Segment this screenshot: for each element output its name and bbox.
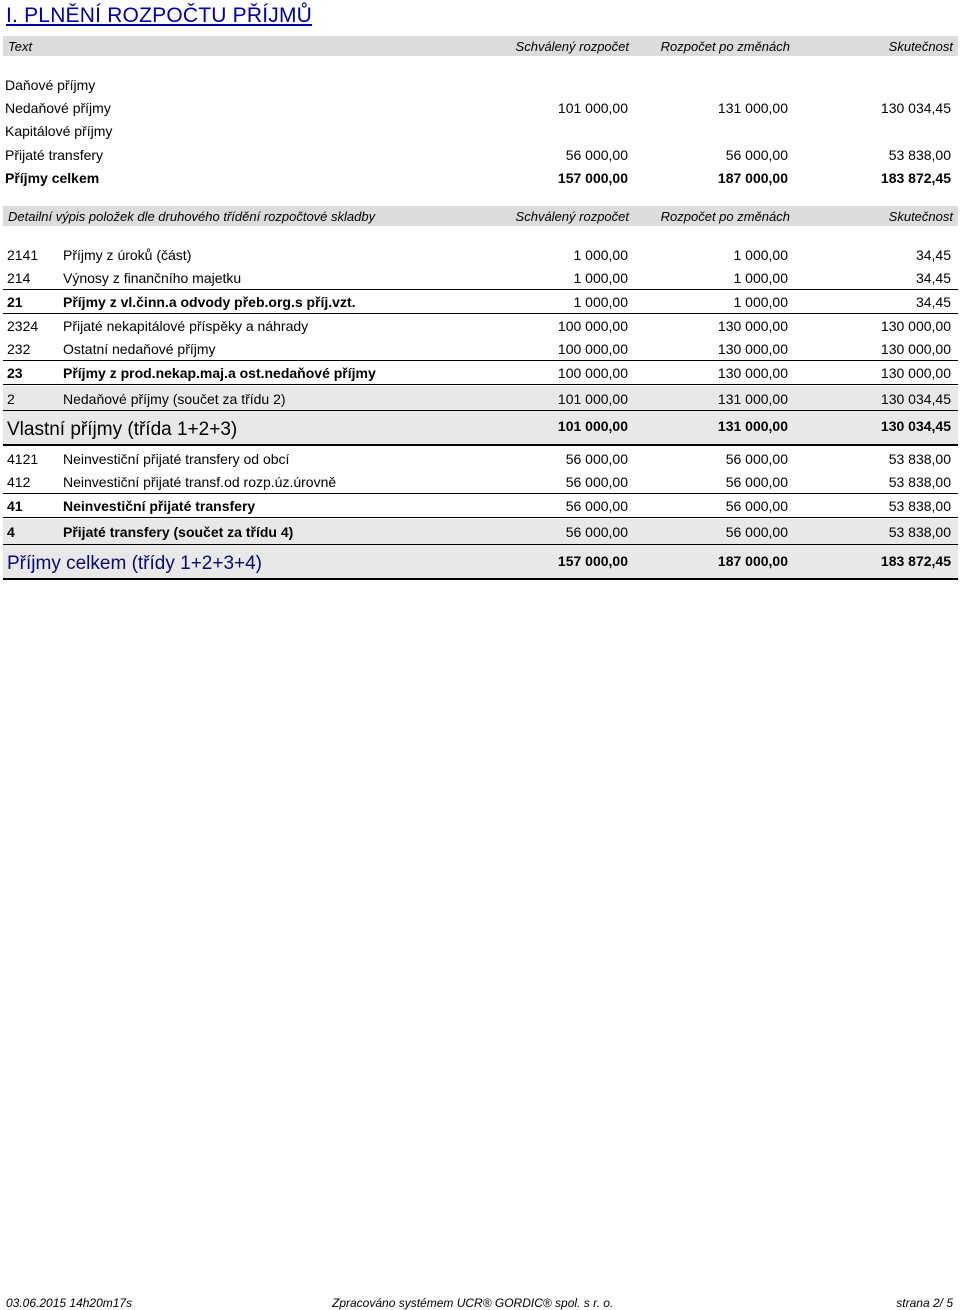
row-label: Vlastní příjmy (třída 1+2+3) [7, 419, 238, 440]
row-label: Příjmy z prod.nekap.maj.a ost.nedaňové příjmy [63, 365, 376, 381]
value-after-changes: 131 000,00 [717, 100, 788, 116]
value-actual: 53 838,00 [888, 451, 951, 467]
value-approved: 100 000,00 [557, 341, 628, 357]
value-approved: 100 000,00 [557, 318, 628, 334]
value-approved: 101 000,00 [557, 100, 628, 116]
summary-row [3, 145, 958, 166]
grand-total-row [3, 545, 958, 580]
detail-row [3, 268, 958, 290]
row-label: Nedaňové příjmy (součet za třídu 2) [63, 391, 286, 407]
value-actual: 130 000,00 [880, 341, 951, 357]
value-after-changes: 1 000,00 [733, 294, 788, 310]
value-approved: 1 000,00 [573, 247, 628, 263]
header-approved: Schválený rozpočet [515, 209, 629, 224]
value-actual: 130 034,45 [880, 100, 951, 116]
row-code: 21 [7, 294, 23, 310]
row-code: 2141 [7, 247, 39, 263]
row-label: Nedaňové příjmy [5, 100, 111, 116]
row-label: Daňové příjmy [5, 77, 96, 93]
value-approved: 157 000,00 [557, 553, 628, 569]
row-label: Přijaté nekapitálové příspěky a náhrady [63, 318, 309, 334]
row-label: Přijaté transfery (součet za třídu 4) [63, 524, 294, 540]
row-code: 412 [7, 474, 31, 490]
value-approved: 56 000,00 [565, 474, 628, 490]
value-after-changes: 130 000,00 [717, 341, 788, 357]
value-after-changes: 131 000,00 [717, 418, 788, 434]
summary-row [3, 98, 958, 119]
row-label: Výnosy z finančního majetku [63, 270, 242, 286]
value-after-changes: 187 000,00 [717, 170, 788, 186]
value-actual: 53 838,00 [888, 524, 951, 540]
detail-subtotal-row [3, 496, 958, 518]
value-after-changes: 130 000,00 [717, 318, 788, 334]
value-approved: 56 000,00 [565, 147, 628, 163]
detail-row [3, 449, 958, 470]
row-label: Příjmy z úroků (část) [63, 247, 192, 263]
value-actual: 183 872,45 [880, 170, 951, 186]
value-approved: 56 000,00 [565, 451, 628, 467]
value-actual: 34,45 [915, 294, 951, 310]
header-actual: Skutečnost [888, 209, 953, 224]
row-label: Příjmy celkem [5, 170, 100, 186]
row-code: 23 [7, 365, 23, 381]
detail-subtotal-row [3, 292, 958, 314]
header-actual: Skutečnost [888, 39, 953, 54]
value-actual: 53 838,00 [888, 147, 951, 163]
row-label: Přijaté transfery [5, 147, 104, 163]
summary-total-row [3, 168, 958, 189]
value-actual: 130 034,45 [880, 391, 951, 407]
footer-page: strana 2/ 5 [896, 1296, 953, 1310]
row-code: 4121 [7, 451, 39, 467]
detail-row [3, 472, 958, 494]
value-approved: 100 000,00 [557, 365, 628, 381]
value-after-changes: 56 000,00 [725, 474, 788, 490]
header-detail-text: Detailní výpis položek dle druhového třídění rozpočtové skladby [8, 209, 376, 224]
value-actual: 130 000,00 [880, 365, 951, 381]
value-approved: 101 000,00 [557, 418, 628, 434]
value-after-changes: 56 000,00 [725, 524, 788, 540]
value-approved: 101 000,00 [557, 391, 628, 407]
summary-row [3, 121, 958, 142]
row-code: 2324 [7, 318, 39, 334]
value-actual: 130 000,00 [880, 318, 951, 334]
row-code: 41 [7, 498, 23, 514]
header-after-changes: Rozpočet po změnách [660, 39, 790, 54]
footer-date: 03.06.2015 14h20m17s [6, 1296, 133, 1310]
value-approved: 56 000,00 [565, 524, 628, 540]
value-actual: 53 838,00 [888, 498, 951, 514]
header-text: Text [8, 39, 33, 54]
detail-row [3, 339, 958, 361]
value-actual: 53 838,00 [888, 474, 951, 490]
value-approved: 56 000,00 [565, 498, 628, 514]
value-approved: 1 000,00 [573, 270, 628, 286]
row-label: Příjmy z vl.činn.a odvody přeb.org.s příj.vzt. [63, 294, 356, 310]
summary-header [3, 36, 958, 56]
detail-subtotal-row [3, 363, 958, 385]
footer-system: Zpracováno systémem UCR® GORDIC® spol. s r. o. [332, 1296, 614, 1310]
row-label: Kapitálové příjmy [5, 123, 113, 139]
value-actual: 183 872,45 [880, 553, 951, 569]
row-label: Neinvestiční přijaté transfery od obcí [63, 451, 290, 467]
value-actual: 130 034,45 [880, 418, 951, 434]
class-total-row [3, 386, 958, 411]
value-after-changes: 56 000,00 [725, 451, 788, 467]
value-after-changes: 56 000,00 [725, 147, 788, 163]
row-label: Neinvestiční přijaté transfery [63, 498, 256, 514]
row-code: 214 [7, 270, 31, 286]
value-after-changes: 130 000,00 [717, 365, 788, 381]
summary-row [3, 75, 958, 96]
value-approved: 1 000,00 [573, 294, 628, 310]
value-actual: 34,45 [915, 270, 951, 286]
row-label: Ostatní nedaňové příjmy [63, 341, 216, 357]
header-after-changes: Rozpočet po změnách [660, 209, 790, 224]
value-after-changes: 187 000,00 [717, 553, 788, 569]
value-after-changes: 56 000,00 [725, 498, 788, 514]
detail-row [3, 245, 958, 266]
class-total-row [3, 519, 958, 545]
detail-row [3, 316, 958, 337]
page-title: I. PLNĚNÍ ROZPOČTU PŘÍJMŮ [6, 4, 313, 27]
detail-header [3, 206, 958, 226]
value-approved: 157 000,00 [557, 170, 628, 186]
row-code: 232 [7, 341, 31, 357]
value-after-changes: 1 000,00 [733, 270, 788, 286]
header-approved: Schválený rozpočet [515, 39, 629, 54]
value-after-changes: 1 000,00 [733, 247, 788, 263]
own-revenue-total-row [3, 411, 958, 446]
row-label: Neinvestiční přijaté transf.od rozp.úz.úrovně [63, 474, 337, 490]
value-after-changes: 131 000,00 [717, 391, 788, 407]
value-actual: 34,45 [915, 247, 951, 263]
row-code: 4 [7, 524, 15, 540]
row-code: 2 [7, 391, 15, 407]
row-label: Příjmy celkem (třídy 1+2+3+4) [7, 553, 263, 574]
